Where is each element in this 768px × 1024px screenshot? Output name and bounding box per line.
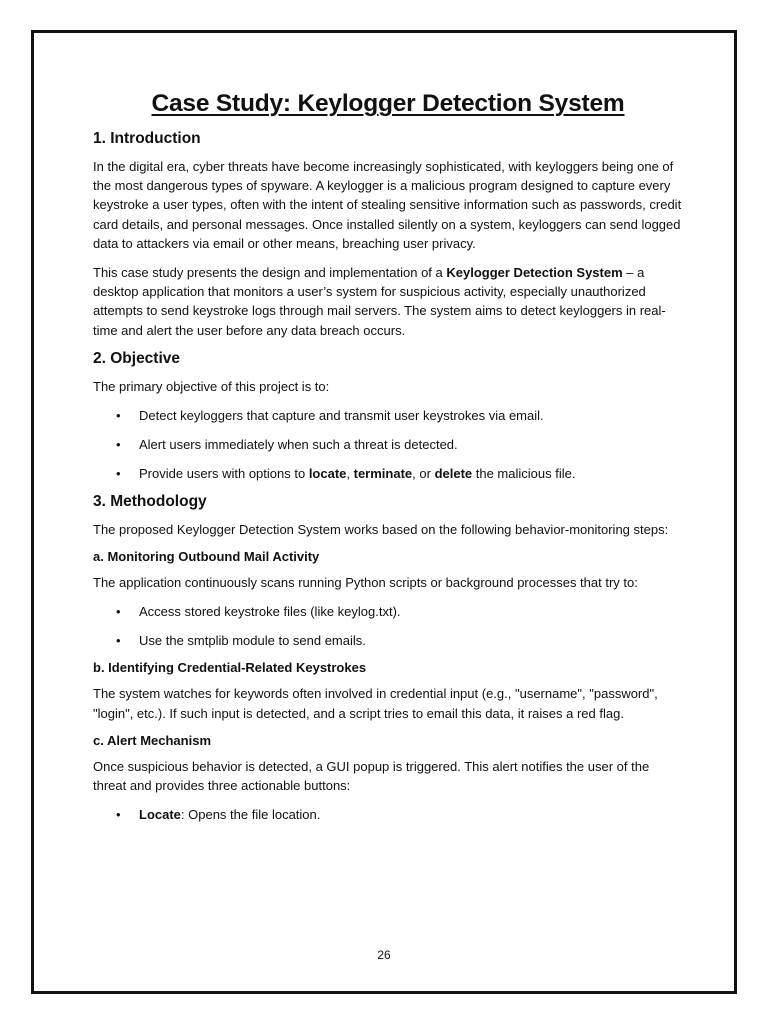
list-item xyxy=(93,805,683,824)
methodology-lead: The proposed Keylogger Detection System works based on the following behavior-monitoring steps: xyxy=(93,522,669,538)
bullet-icon: • xyxy=(116,633,121,649)
bullet-icon: • xyxy=(116,604,121,620)
list-item-text: : Opens the file location. xyxy=(180,807,321,823)
subsection-c-text: Once suspicious behavior is detected, a GUI popup is triggered. This alert notifies the user of the threat and provides three actionable buttons: xyxy=(93,758,650,794)
intro-paragraph-2 xyxy=(93,263,683,340)
document-body xyxy=(93,90,683,834)
objective-lead: The primary objective of this project is to: xyxy=(93,378,330,394)
list-item-bold-locate: locate xyxy=(308,466,347,482)
list-item-text-d: , or xyxy=(412,466,435,482)
subsection-heading-a: a. Monitoring Outbound Mail Activity xyxy=(93,549,320,565)
list-item-text: Use the smtplib module to send emails. xyxy=(139,633,366,649)
intro-paragraph-1: In the digital era, cyber threats have become increasingly sophisticated, with keyloggers being one of the most dangerous types of spyware. A keylogger is a malicious program designed to capture every keystroke a user types, often with the intent of stealing sensitive information such as passwords, credit card details, and personal messages. Once installed silently on a system, keyloggers can send logged data to attackers via email or other means, breaching user privacy. xyxy=(93,159,682,251)
section-heading-methodology: 3. Methodology xyxy=(93,493,207,511)
intro-p2-text-b: – a desktop application that monitors a user’s system for suspicious activity, especially unauthorized attempts to send keystroke logs through mail servers. The system aims to detect keyloggers in real-time and alert the user before any data breach occurs. xyxy=(93,265,666,338)
section-heading-objective: 2. Objective xyxy=(93,349,181,367)
subsection-heading-b: b. Identifying Credential-Related Keystrokes xyxy=(93,660,367,676)
list-item xyxy=(93,406,683,425)
section-heading-introduction: 1. Introduction xyxy=(93,130,201,147)
bullet-icon: • xyxy=(116,807,121,823)
list-item-text-c: , xyxy=(346,466,354,482)
list-item-text-e: the malicious file. xyxy=(472,466,576,482)
objective-list xyxy=(93,406,683,483)
subsection-b-text: The system watches for keywords often involved in credential input (e.g., "username", "password", "login", etc.). If such input is detected, and a script tries to email this data, it raises a red flag. xyxy=(93,686,658,721)
subsection-c-list xyxy=(93,805,683,824)
list-item-text: Detect keyloggers that capture and transmit user keystrokes via email. xyxy=(139,408,544,424)
list-item xyxy=(93,602,683,621)
document-title: Case Study: Keylogger Detection System xyxy=(151,90,625,117)
subsection-a-list xyxy=(93,602,683,650)
subsection-a-text: The application continuously scans running Python scripts or background processes that try to: xyxy=(93,575,638,591)
list-item xyxy=(93,464,683,483)
bullet-icon: • xyxy=(116,466,121,482)
list-item-text-a: Provide users with options to xyxy=(139,466,309,482)
page-number: 26 xyxy=(377,948,391,962)
list-item-text: Access stored keystroke files (like keylog.txt). xyxy=(139,604,401,620)
list-item xyxy=(93,435,683,454)
intro-p2-bold: Keylogger Detection System xyxy=(446,265,623,281)
bullet-icon: • xyxy=(116,408,121,424)
bullet-icon: • xyxy=(116,437,121,453)
list-item-text: Alert users immediately when such a threat is detected. xyxy=(139,437,458,453)
list-item xyxy=(93,631,683,650)
list-item-bold-delete: delete xyxy=(434,466,473,482)
list-item-bold-terminate: terminate xyxy=(353,466,413,482)
subsection-heading-c: c. Alert Mechanism xyxy=(93,732,212,748)
list-item-bold-locate: Locate xyxy=(139,807,181,823)
intro-p2-text-a: This case study presents the design and implementation of a xyxy=(93,265,447,281)
